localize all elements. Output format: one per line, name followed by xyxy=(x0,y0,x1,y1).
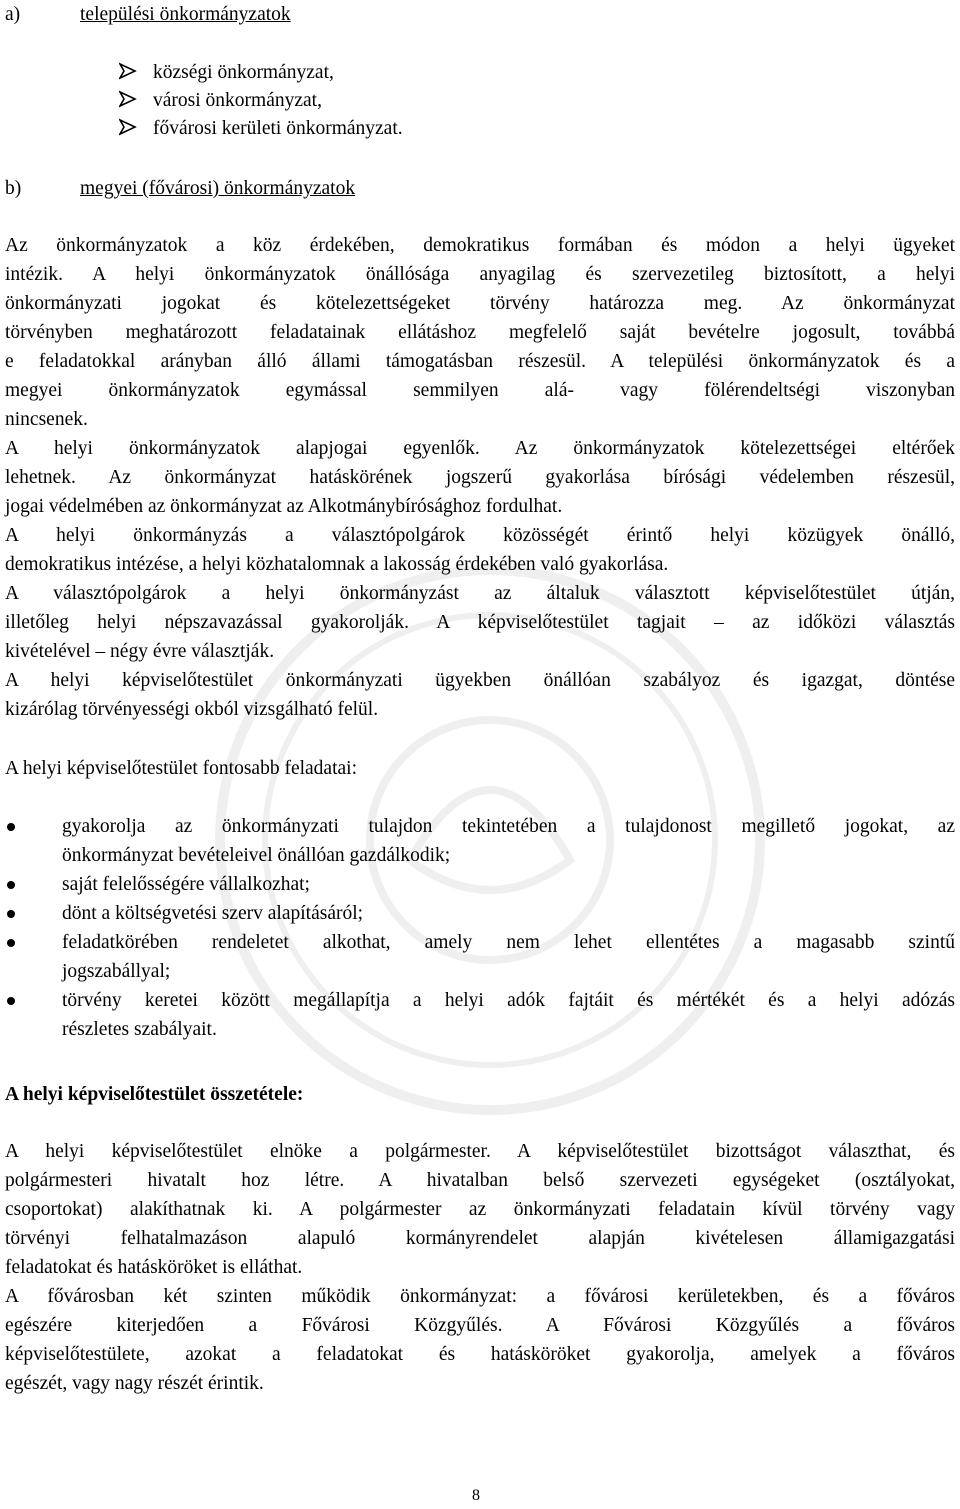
text-line: intézik. A helyi önkormányzatok önállósága anyagilag és szervezetileg biztosított, a helyi xyxy=(5,264,955,285)
list-item xyxy=(119,58,819,86)
text-line: képviselőtestülete, azokat a feladatokat és hatásköröket gyakorolja, amelyek a főváros xyxy=(5,1344,955,1365)
text-line: lehetnek. Az önkormányzat hatáskörének jogszerű gyakorlása bírósági védelemben részesül, xyxy=(5,467,955,488)
text-line: kizárólag törvényességi okból vizsgálható felül. xyxy=(5,699,379,720)
list-item xyxy=(119,114,819,142)
paragraph-5 xyxy=(5,666,955,724)
paragraph-4 xyxy=(5,579,955,666)
arrowhead-icon xyxy=(119,114,153,143)
list-item xyxy=(119,86,819,114)
text-line: önkormányzat bevételeivel önállóan gazdálkodik; xyxy=(62,845,451,866)
composition-title: A helyi képviselőtestület összetétele: xyxy=(5,1084,304,1105)
text-line: A helyi képviselőtestület elnöke a polgármester. A képviselőtestület bizottságot választhat, és xyxy=(5,1141,955,1162)
text-line: törvény keretei között megállapítja a helyi adók fajtáit és mértékét és a helyi adózás xyxy=(62,990,955,1011)
text-line: A helyi képviselőtestület önkormányzati ügyekben önállóan szabályoz és igazgat, döntése xyxy=(5,670,955,691)
text-line: gyakorolja az önkormányzati tulajdon tekintetében a tulajdonost megillető jogokat, az xyxy=(62,816,955,837)
tasks-list xyxy=(5,812,955,1044)
bullet-icon xyxy=(7,997,15,1005)
page-number: 8 xyxy=(472,1487,480,1504)
text-line: feladatkörében rendeletet alkothat, amely nem lehet ellentétes a magasabb szintű xyxy=(62,932,955,953)
bullet-icon xyxy=(7,823,15,831)
paragraph-7 xyxy=(5,1282,955,1398)
text-line: megyei önkormányzatok egymással semmilyen alá- vagy fölérendeltségi viszonyban xyxy=(5,380,955,401)
list-b-title: megyei (fővárosi) önkormányzatok xyxy=(80,178,356,199)
text-line: e feladatokkal arányban álló állami támogatásban részesül. A települési önkormányzatok és a xyxy=(5,351,955,372)
list-item xyxy=(5,986,955,1044)
paragraph-3 xyxy=(5,521,955,579)
paragraph-6 xyxy=(5,1137,955,1282)
text-line: kivételével – négy évre választják. xyxy=(5,641,275,662)
tasks-heading: A helyi képviselőtestület fontosabb feladatai: xyxy=(5,758,357,779)
text-line: jogszabállyal; xyxy=(62,961,171,982)
text-line: önkormányzati jogokat és kötelezettségeket törvény határozza meg. Az önkormányzat xyxy=(5,293,955,314)
list-item-text: községi önkormányzat, xyxy=(153,62,334,83)
text-line: saját felelősségére vállalkozhat; xyxy=(62,874,310,895)
text-line: feladatokat és hatásköröket is elláthat. xyxy=(5,1257,303,1278)
text-line: A helyi önkormányzás a választópolgárok közösségét érintő helyi közügyek önálló, xyxy=(5,525,955,546)
bullet-icon xyxy=(7,910,15,918)
list-item xyxy=(5,928,955,986)
text-line: A fővárosban két szinten működik önkormányzat: a fővárosi kerületekben, és a főváros xyxy=(5,1286,955,1307)
list-item xyxy=(5,812,955,870)
text-line: egészére kiterjedően a Fővárosi Közgyűlés. A Fővárosi Közgyűlés a főváros xyxy=(5,1315,955,1336)
text-line: nincsenek. xyxy=(5,409,88,430)
list-b-heading xyxy=(5,174,955,203)
list-item xyxy=(5,870,955,899)
list-a-label: a) xyxy=(5,4,21,25)
text-line: egészét, vagy nagy részét érintik. xyxy=(5,1373,264,1394)
text-line: polgármesteri hivatalt hoz létre. A hivatalban belső szervezeti egységeket (osztályokat, xyxy=(5,1170,955,1191)
paragraph-1 xyxy=(5,231,955,434)
list-a-heading xyxy=(5,0,955,29)
text-line: illetőleg helyi népszavazással gyakorolják. A képviselőtestület tagjait – az időközi választás xyxy=(5,612,955,633)
bullet-icon xyxy=(7,939,15,947)
text-line: A helyi önkormányzatok alapjogai egyenlők. Az önkormányzatok kötelezettségei eltérőek xyxy=(5,438,955,459)
text-line: csoportokat) alakíthatnak ki. A polgármester az önkormányzati feladatain kívül törvény vagy xyxy=(5,1199,955,1220)
text-line: törvényben meghatározott feladatainak ellátáshoz megfelelő saját bevételre jogosult, továbbá xyxy=(5,322,955,343)
list-b-label: b) xyxy=(5,178,22,199)
text-line: dönt a költségvetési szerv alapításáról; xyxy=(62,903,364,924)
bullet-icon xyxy=(7,881,15,889)
text-line: Az önkormányzatok a köz érdekében, demokratikus formában és módon a helyi ügyeket xyxy=(5,235,955,256)
text-line: jogai védelmében az önkormányzat az Alkotmánybírósághoz fordulhat. xyxy=(5,496,563,517)
text-line: A választópolgárok a helyi önkormányzást az általuk választott képviselőtestület útján, xyxy=(5,583,955,604)
list-item xyxy=(5,899,955,928)
list-item-text: városi önkormányzat, xyxy=(153,90,322,111)
text-line: részletes szabályait. xyxy=(62,1019,217,1040)
arrowhead-icon xyxy=(119,86,153,115)
arrowhead-icon xyxy=(119,58,153,87)
arrow-list xyxy=(119,58,819,142)
paragraph-2 xyxy=(5,434,955,521)
list-a-title: települési önkormányzatok xyxy=(80,4,291,25)
text-line: törvényi felhatalmazáson alapuló kormányrendelet alapján kivételesen államigazgatási xyxy=(5,1228,955,1249)
text-line: demokratikus intézése, a helyi közhatalomnak a lakosság érdekében való gyakorlása. xyxy=(5,554,669,575)
list-item-text: fővárosi kerületi önkormányzat. xyxy=(153,118,403,139)
